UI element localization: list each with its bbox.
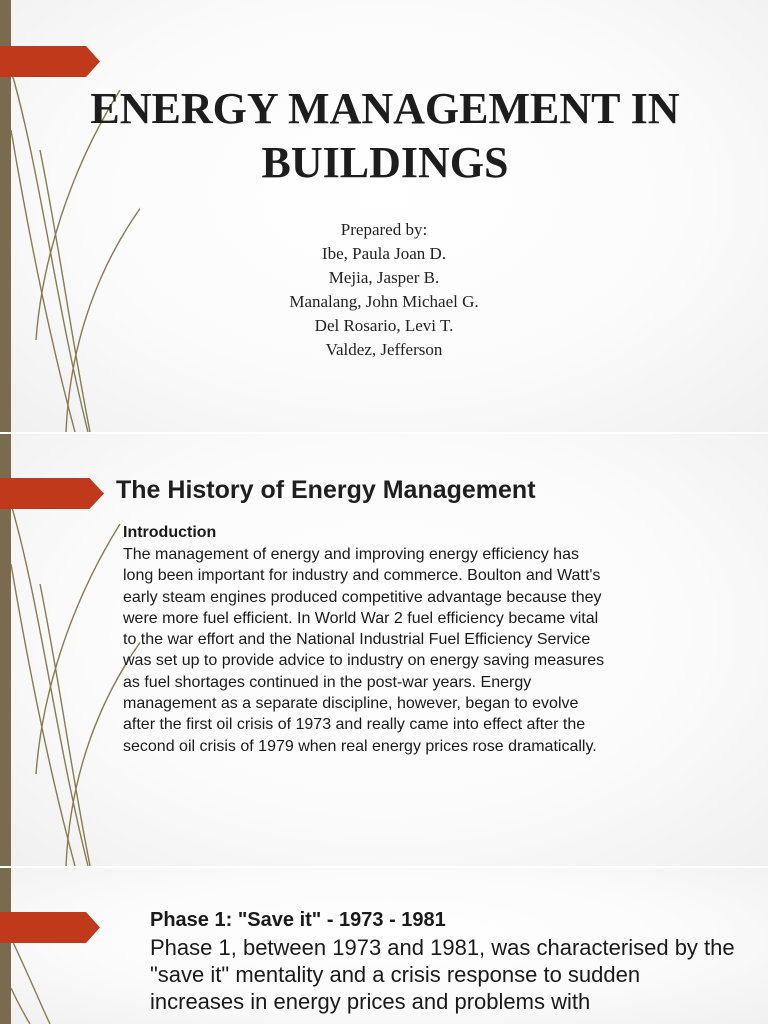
leaf-decoration-icon (0, 868, 140, 1024)
author-name: Mejia, Jasper B. (328, 268, 440, 287)
title-slide (0, 0, 768, 432)
accent-tab (0, 46, 100, 77)
slide-heading: The History of Energy Management (116, 476, 536, 504)
author-name: Ibe, Paula Joan D. (321, 244, 447, 263)
author-name: Del Rosario, Levi T. (314, 316, 454, 335)
prepared-by-label: Prepared by: (340, 220, 428, 239)
body-text: The management of energy and improving energy efficiency has long been important for industry and commerce. Boulton and Watt's early steam engines produced competitive advantage because they were more fuel efficient. In World War 2 fuel efficiency became vital to the war effort and the National Industrial Fuel Efficiency Service was set up to provide advice to industry on energy saving measures as fuel shortages continued in the post-war years. Energy management as a separate discipline, however, began to evolve after the first oil crisis of 1973 and really came into effect after the second oil crisis of 1979 when real energy prices rose dramatically. (123, 546, 605, 755)
section-heading: Introduction (123, 524, 217, 541)
author-name: Manalang, John Michael G. (289, 292, 479, 311)
page-title: ENERGY MANAGEMENT IN BUILDINGS (90, 84, 680, 187)
phase-slide (0, 868, 768, 1024)
author-name: Valdez, Jefferson (325, 340, 443, 359)
history-slide (0, 434, 768, 866)
accent-tab (0, 912, 100, 943)
body-text: Phase 1, between 1973 and 1981, was characterised by the "save it" mentality and a crisis response to sudden increases in energy prices and problems with (150, 935, 735, 1014)
authors-block (0, 218, 768, 362)
phase-heading: Phase 1: "Save it" - 1973 - 1981 (150, 909, 446, 931)
slide-edge-bar (0, 868, 11, 1024)
accent-tab (0, 478, 104, 509)
